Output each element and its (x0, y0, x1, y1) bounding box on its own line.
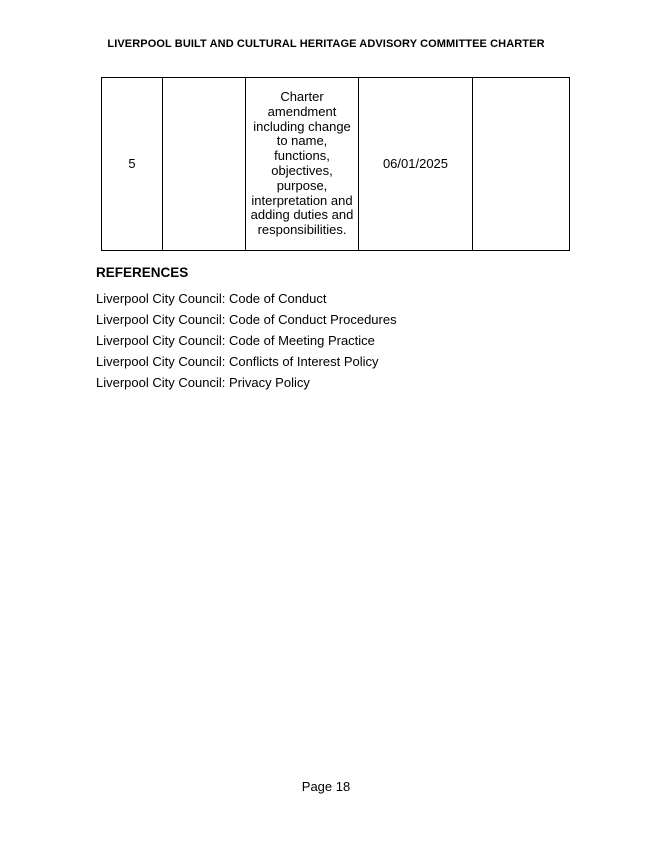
list-item: Liverpool City Council: Code of Conduct Procedures (96, 312, 397, 327)
references-list (96, 288, 566, 393)
empty-cell (163, 78, 246, 251)
version-history-table (101, 77, 570, 251)
date-cell: 06/01/2025 (359, 78, 473, 251)
table-row (102, 78, 570, 251)
list-item: Liverpool City Council: Privacy Policy (96, 375, 310, 390)
list-item: Liverpool City Council: Code of Meeting Practice (96, 333, 375, 348)
references-section (96, 265, 566, 393)
references-heading: REFERENCES (96, 265, 189, 280)
page-number: Page 18 (301, 779, 351, 794)
list-item: Liverpool City Council: Conflicts of Interest Policy (96, 354, 379, 369)
description-cell: Charter amendment including change to name, functions, objectives, purpose, interpretation and adding duties and responsibilities. (246, 78, 359, 251)
version-cell: 5 (102, 78, 163, 251)
page-header-title: LIVERPOOL BUILT AND CULTURAL HERITAGE ADVISORY COMMITTEE CHARTER (107, 38, 545, 50)
empty-cell (473, 78, 570, 251)
list-item: Liverpool City Council: Code of Conduct (96, 291, 327, 306)
